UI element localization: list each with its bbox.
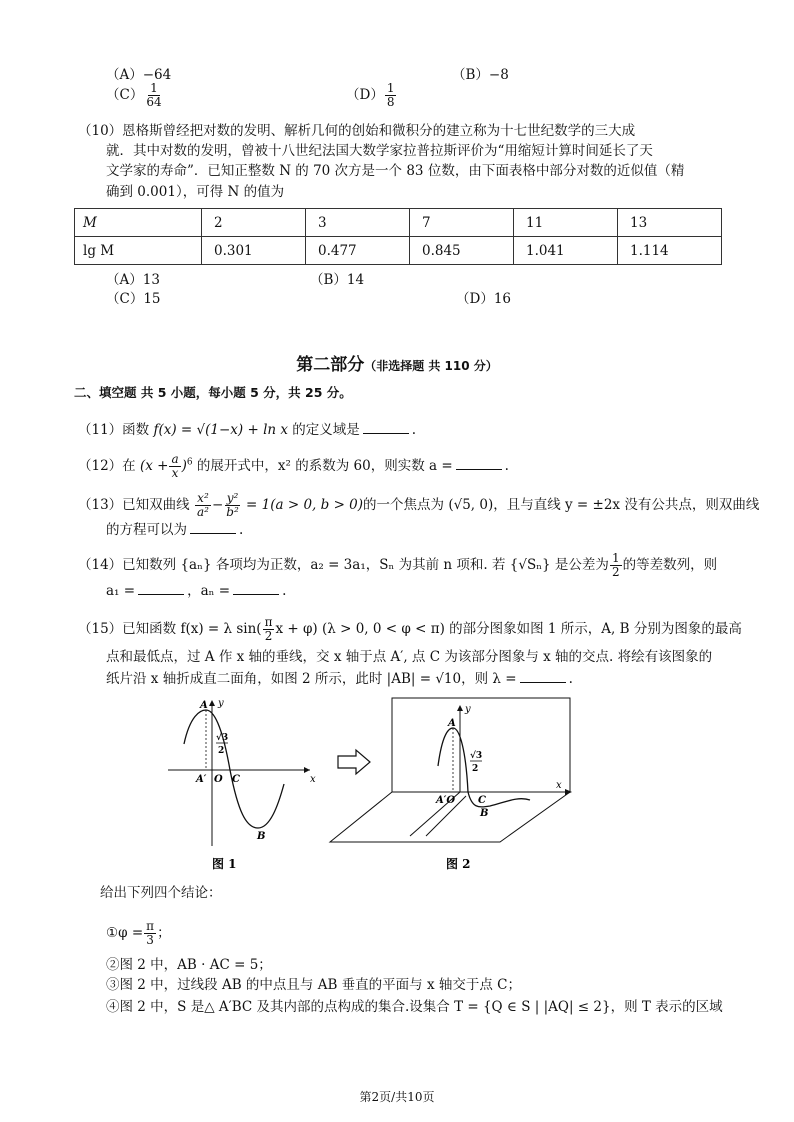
table-cell: 11 [514, 209, 618, 237]
fold-arrow-icon [338, 750, 370, 774]
fig2-label-a-prime-o: A′O [436, 795, 456, 806]
q14-line-2: a₁ = ，aₙ = . [106, 583, 287, 599]
answer-blank[interactable] [456, 458, 502, 470]
q9-option-d [346, 82, 397, 109]
q11-formula: f(x) = √(1−x) + ln x [153, 422, 288, 438]
table-cell: 2 [202, 209, 306, 237]
fig1-label-sqrt3: √3 [216, 733, 229, 743]
q9-option-d-fraction: $\frac{1}{8}$ [386, 81, 395, 109]
q10-option-a: （A）13 [106, 272, 160, 288]
q10-line-1: （10）恩格斯曾经把对数的发明、解析几何的创始和微积分的建立称为十七世纪数学的三大成 [78, 123, 636, 139]
fig1-label-y: y [218, 698, 224, 709]
fig1-caption: 图 1 [212, 857, 237, 871]
table-cell: 0.845 [410, 237, 514, 265]
conclusion-4: ④图 2 中，S 是△ A′BC 及其内部的点构成的集合.设集合 T = {Q ∈ S | |AQ| ≤ 2}，则 T 表示的区域 [106, 999, 723, 1015]
table-cell: 0.301 [202, 237, 306, 265]
figure-2 [330, 698, 572, 871]
q11: （11）函数 f(x) = √(1−x) + ln x 的定义域是 . [78, 422, 417, 438]
q10-option-b: （B）14 [310, 272, 365, 288]
fig1-label-c: C [232, 774, 240, 785]
table-cell: 13 [618, 209, 722, 237]
q10-option-c: （C）15 [106, 291, 161, 307]
table-cell: M [75, 209, 202, 237]
answer-blank[interactable] [363, 422, 409, 434]
q12: （12）在 (x + $\frac{a}{x}$ )$^6$ 的展开式中，x² 的系数为 60，则实数 a = . [78, 452, 509, 480]
part-two-subtitle: （非选择题 共 110 分） [364, 359, 498, 373]
fig2-label-x: x [556, 780, 562, 791]
q10-option-d: （D）16 [456, 291, 512, 307]
fig1-y-arrow [209, 700, 215, 706]
q13-line-2: 的方程可以为 . [106, 522, 244, 538]
fig1-label-a-prime: A′ [196, 774, 207, 785]
figures [160, 696, 590, 876]
fig2-label-c: C [478, 795, 486, 806]
fig1-curve [184, 710, 284, 828]
conclusions-intro: 给出下列四个结论： [100, 885, 222, 901]
fig2-label-a: A [448, 718, 456, 729]
fig2-label-b: B [480, 808, 489, 819]
q10-line-2: 就．其中对数的发明，曾被十八世纪法国大数学家拉普拉斯评价为“用缩短计算时间延长了天 [106, 143, 653, 159]
fig1-label-o: O [214, 774, 223, 785]
answer-blank[interactable] [190, 522, 236, 534]
q14: （14）已知数列 {aₙ} 各项均为正数，a₂ = 3a₁，Sₙ 为其前 n 项和. 若 {√Sₙ} 是公差为 $\frac{1}{2}$ 的等差数列，则 [78, 551, 718, 579]
q10-line-3: 文学家的寿命”．已知正整数 N 的 70 次方是一个 83 位数，由下面表格中部分对数的近似值（精 [106, 163, 685, 179]
table-cell: 1.114 [618, 237, 722, 265]
fig2-label-two: 2 [472, 764, 479, 774]
q15-line-3: 纸片沿 x 轴折成直二面角，如图 2 所示，此时 |AB| = √10，则 λ = . [106, 671, 573, 687]
q9-option-a: （A）−64 [106, 67, 172, 83]
part-two-title: 第二部分 [296, 355, 365, 375]
fig2-vertical-plane [392, 698, 570, 792]
answer-blank[interactable] [138, 583, 184, 595]
fig1-label-a: A [200, 700, 208, 711]
fig1-x-arrow [304, 767, 310, 773]
section-heading: 二、填空题 共 5 小题，每小题 5 分，共 25 分。 [74, 385, 352, 400]
fig2-label-y: y [465, 704, 471, 715]
q15-line-2: 点和最低点，过 A 作 x 轴的垂线，交 x 轴于点 A′, 点 C 为该部分图象与 x 轴的交点. 将绘有该图象的 [106, 649, 713, 665]
fig1-label-b: B [257, 831, 266, 842]
q9-option-d-label: （D） [346, 87, 384, 103]
fig1-label-x: x [310, 774, 316, 785]
q9-option-c-label: （C） [106, 87, 144, 103]
answer-blank[interactable] [520, 671, 566, 683]
conclusion-3: ③图 2 中，过线段 AB 的中点且与 AB 垂直的平面与 x 轴交于点 C； [106, 977, 521, 993]
q9-option-c-fraction: $\frac{1}{64}$ [146, 81, 162, 109]
table-cell: 1.041 [514, 237, 618, 265]
q13: （13）已知双曲线 $\frac{\text{x²}}{\text{a²}}$ − $\frac{\text{y²}}{\text{b²}}$ = 1(a > 0, b > 0)的一个焦点为 (√5, 0)，且与直线 y = ±2x 没有公共点，则双曲线 [78, 491, 760, 519]
log-table-header-row [75, 209, 722, 237]
conclusion-2: ②图 2 中，AB · AC = 5； [106, 957, 272, 973]
fig2-caption: 图 2 [446, 857, 471, 871]
q10-line-4: 确到 0.001），可得 N 的值为 [106, 184, 285, 200]
part-two-heading [0, 350, 794, 375]
log-table [74, 208, 722, 265]
log-table-value-row [75, 237, 722, 265]
q9-option-b: （B）−8 [452, 67, 509, 83]
q9-option-c [106, 82, 165, 109]
table-cell: 7 [410, 209, 514, 237]
table-cell: 3 [306, 209, 410, 237]
table-cell: lg M [75, 237, 202, 265]
fig2-label-sqrt3: √3 [470, 751, 483, 761]
conclusion-1: ①φ = $\frac{\pi}{3}$ ； [106, 919, 171, 947]
figure-1 [168, 698, 316, 871]
page-footer: 第2页/共10页 [359, 1090, 435, 1104]
fig1-label-two: 2 [218, 746, 225, 756]
answer-blank[interactable] [233, 583, 279, 595]
table-cell: 0.477 [306, 237, 410, 265]
q15-line-1: （15）已知函数 f(x) = λ sin( $\frac{\pi}{2}$ x + φ) (λ > 0, 0 < φ < π) 的部分图象如图 1 所示，A, B 分别为图象的最高 [78, 615, 742, 643]
